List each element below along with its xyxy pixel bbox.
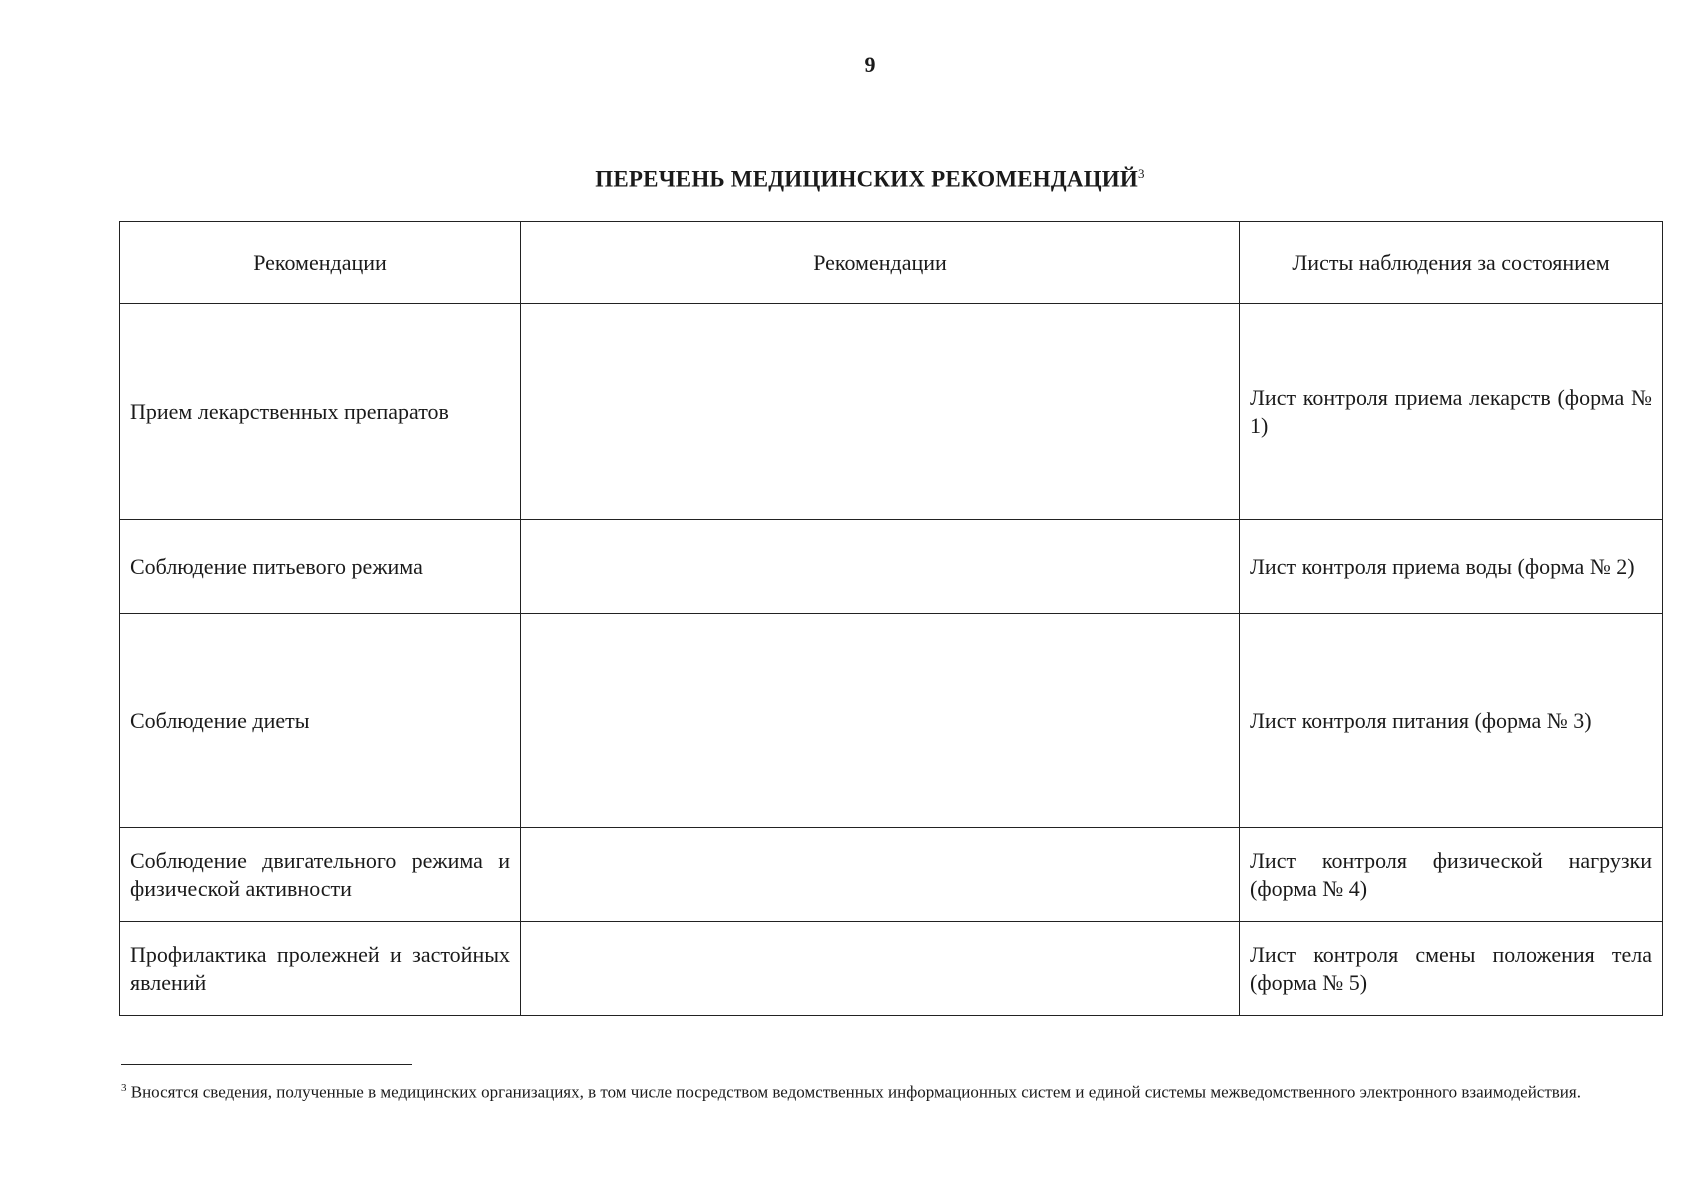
page-number: 9 [864,52,876,77]
observation-sheet-cell: Лист контроля питания (форма № 3) [1240,614,1663,828]
recommendation-cell: Соблюдение питьевого режима [120,520,521,614]
document-title [0,166,1697,193]
recommendation-cell: Прием лекарственных препаратов [120,304,521,520]
header-observation-sheets: Листы наблюдения за состоянием [1240,222,1663,304]
observation-sheet-cell: Лист контроля смены положения тела (форма № 5) [1240,922,1663,1016]
recommendation-cell: Соблюдение диеты [120,614,521,828]
title-footnote-marker: 3 [1137,166,1145,181]
details-cell [521,922,1240,1016]
footnote-marker: 3 [121,1082,127,1094]
table-header-row [120,222,1663,304]
header-recommendation-details: Рекомендации [521,222,1240,304]
details-cell [521,520,1240,614]
table-row [120,520,1663,614]
details-cell [521,614,1240,828]
details-cell [521,828,1240,922]
footnote-separator [121,1064,412,1065]
observation-sheet-cell: Лист контроля физической нагрузки (форма № 4) [1240,828,1663,922]
recommendation-cell: Профилактика пролежней и застойных явлений [120,922,521,1016]
table-row [120,828,1663,922]
observation-sheet-cell: Лист контроля приема лекарств (форма № 1) [1240,304,1663,520]
observation-sheet-cell: Лист контроля приема воды (форма № 2) [1240,520,1663,614]
recommendation-cell: Соблюдение двигательного режима и физической активности [120,828,521,922]
table-row [120,922,1663,1016]
header-recommendations: Рекомендации [120,222,521,304]
footnote-text: Вносятся сведения, полученные в медицинских организациях, в том числе посредством ведомственных информационных систем и единой системы межведомственного электронного взаимодействия. [130,1082,1581,1102]
recommendations-table [119,221,1663,1016]
document-title-text: ПЕРЕЧЕНЬ МЕДИЦИНСКИХ РЕКОМЕНДАЦИЙ [595,166,1138,192]
table-row [120,304,1663,520]
footnote [121,1076,1631,1105]
details-cell [521,304,1240,520]
table-row [120,614,1663,828]
